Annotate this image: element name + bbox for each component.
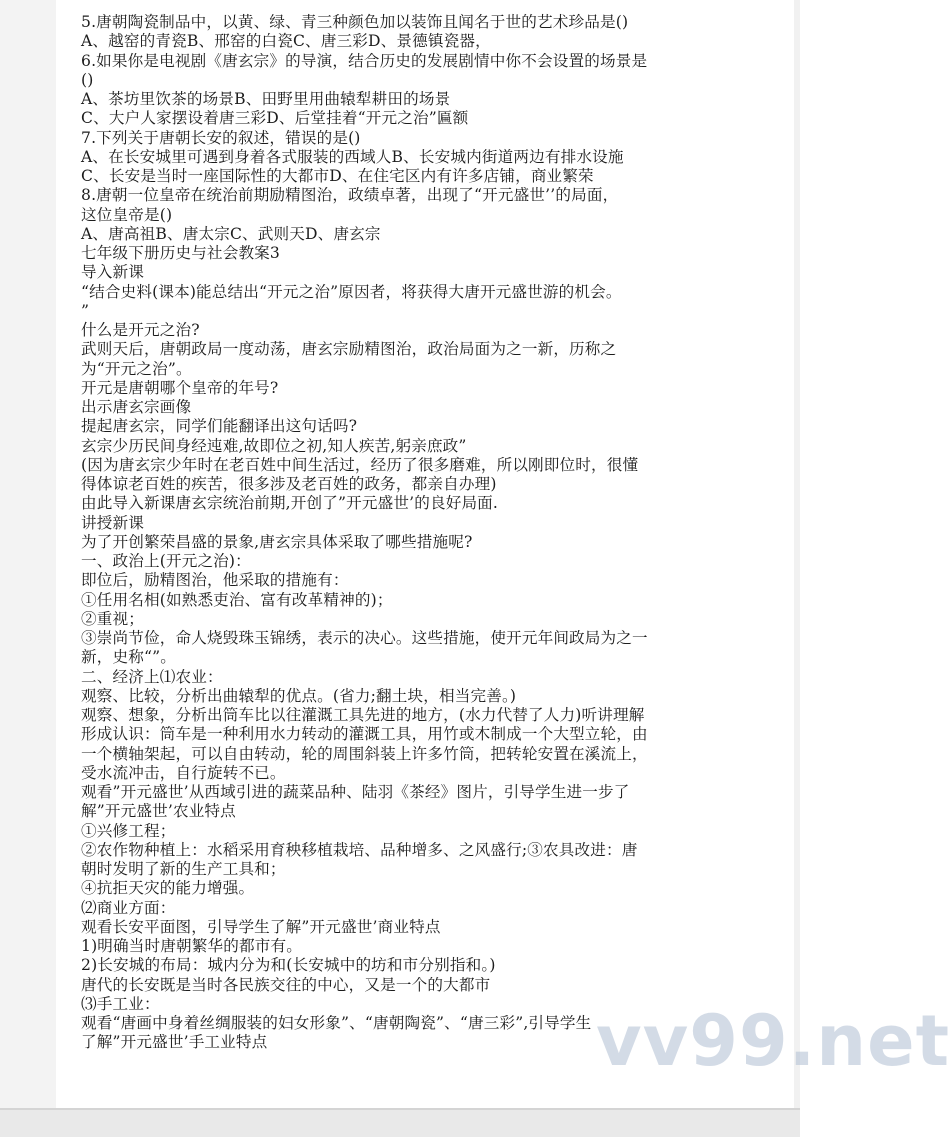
section-heading: 导入新课 (81, 263, 144, 282)
text-line: A、在长安城里可遇到身着各式服装的西域人B、长安城内街道两边有排水设施 (81, 147, 624, 166)
text-line: 了解”开元盛世’手工业特点 (81, 1033, 268, 1052)
text-line: 新，史称“”。 (81, 648, 176, 667)
text-line: ①兴修工程； (81, 821, 176, 840)
text-line: 观察、想象，分析出筒车比以往灌溉工具先进的地方，(水力代替了人力)听讲理解 (81, 706, 645, 724)
text-line: 开元是唐朝哪个皇帝的年号? (81, 378, 279, 397)
text-line: “结合史料(课本)能总结出“开元之治”原因者，将获得大唐开元盛世游的机会。 (81, 282, 622, 301)
text-line: ⑵商业方面： (81, 898, 176, 917)
text-line: 一个横轴架起，可以自由转动，轮的周围斜装上许多竹筒，把转轮安置在溪流上， (81, 744, 648, 763)
text-line: 一、政治上(开元之治)： (81, 552, 251, 570)
text-line: C、长安是当时一座国际性的大都市D、在住宅区内有许多店铺，商业繁荣 (81, 167, 594, 185)
text-line: 受水流冲击，自行旋转不已。 (81, 763, 286, 782)
text-line: ” (81, 301, 90, 320)
text-line: 8.唐朝一位皇帝在统治前期励精图治，政绩卓著，出现了“开元盛世’’的局面， (81, 186, 619, 205)
text-line: A、越窑的青瓷B、邢窑的白瓷C、唐三彩D、景德镇瓷器， (81, 32, 491, 51)
text-line: ④抗拒天灾的能力增强。 (81, 879, 255, 898)
text-line: A、唐高祖B、唐太宗C、武则天D、唐玄宗 (81, 224, 381, 243)
text-line: 5.唐朝陶瓷制品中，以黄、绿、青三种颜色加以装饰且闻名于世的艺术珍品是() (81, 13, 629, 31)
text-line: 由此导入新课唐玄宗统治前期,开创了”开元盛世’的良好局面. (81, 494, 499, 513)
text-line: 玄宗少历民间身经迍难,故即位之初,知人疾苦,躬亲庶政” (81, 436, 467, 455)
text-line: 观看”开元盛世’从西域引进的蔬菜品种、陆羽《茶经》图片，引导学生进一步了 (81, 783, 630, 801)
text-line: 得体谅老百姓的疾苦，很多涉及老百姓的政务，都亲自办理) (81, 475, 497, 493)
section-title: 七年级下册历史与社会教案3 (81, 244, 280, 262)
page-bottom-strip (0, 1110, 800, 1137)
text-line: ③崇尚节俭，命人烧毁珠玉锦绣，表示的决心。这些措施，使开元年间政局为之一 (81, 629, 648, 647)
text-line: A、茶坊里饮茶的场景B、田野里用曲辕犁耕田的场景 (81, 90, 451, 108)
text-line: (因为唐玄宗少年时在老百姓中间生活过，经历了很多磨难，所以刚即位时，很懂 (81, 455, 639, 474)
document-body (81, 13, 796, 1053)
text-line: 武则天后，唐朝政局一度动荡，唐玄宗励精图治，政治局面为之一新，历称之 (81, 340, 617, 359)
text-line: 二、经济上⑴农业： (81, 667, 223, 686)
text-line: ②重视； (81, 609, 144, 628)
text-line: 观看长安平面图，引导学生了解”开元盛世’商业特点 (81, 917, 441, 936)
text-line: 解”开元盛世’农业特点 (81, 802, 236, 821)
text-line: 观察、比较，分析出曲辕犁的优点。(省力;翻土块，相当完善。) (81, 686, 517, 705)
text-line: 即位后，励精图治，他采取的措施有： (81, 571, 349, 590)
text-line: 为了开创繁荣昌盛的景象,唐玄宗具体采取了哪些措施呢? (81, 532, 473, 551)
text-line: 6.如果你是电视剧《唐玄宗》的导演，结合历史的发展剧情中你不会设置的场景是 (81, 51, 648, 70)
watermark: vv99.net (596, 1000, 950, 1082)
text-line: C、大户人家摆设着唐三彩D、后堂挂着“开元之治”匾额 (81, 109, 469, 128)
text-line: ①任用名相(如熟悉吏治、富有改革精神的)； (81, 590, 393, 609)
text-line: 观看“唐画中身着丝绸服装的妇女形象”、“唐朝陶瓷”、“唐三彩”,引导学生 (81, 1014, 592, 1032)
text-line: 形成认识：筒车是一种利用水力转动的灌溉工具，用竹或木制成一个大型立轮，由 (81, 725, 648, 744)
text-line: () (81, 70, 94, 89)
text-line: 出示唐玄宗画像 (81, 398, 192, 416)
section-heading: 讲授新课 (81, 513, 144, 532)
text-line: 这位皇帝是() (81, 205, 173, 224)
text-line: 朝时发明了新的生产工具和； (81, 860, 286, 878)
text-line: ②农作物种植上：水稻采用育秧移植栽培、品种增多、之风盛行;③农具改进：唐 (81, 840, 638, 859)
text-line: 提起唐玄宗，同学们能翻译出这句话吗? (81, 417, 358, 436)
left-margin (0, 0, 56, 1110)
text-line: 2)长安城的布局：城内分为和(长安城中的坊和市分别指和。) (81, 956, 496, 975)
text-line: 1)明确当时唐朝繁华的都市有。 (81, 937, 302, 955)
text-line: 为“开元之治”。 (81, 359, 192, 378)
text-line: 7.下列关于唐朝长安的叙述，错误的是() (81, 128, 361, 147)
text-line: 什么是开元之治? (81, 321, 200, 339)
text-line: ⑶手工业： (81, 994, 160, 1013)
text-line: 唐代的长安既是当时各民族交往的中心，又是一个的大都市 (81, 975, 491, 994)
